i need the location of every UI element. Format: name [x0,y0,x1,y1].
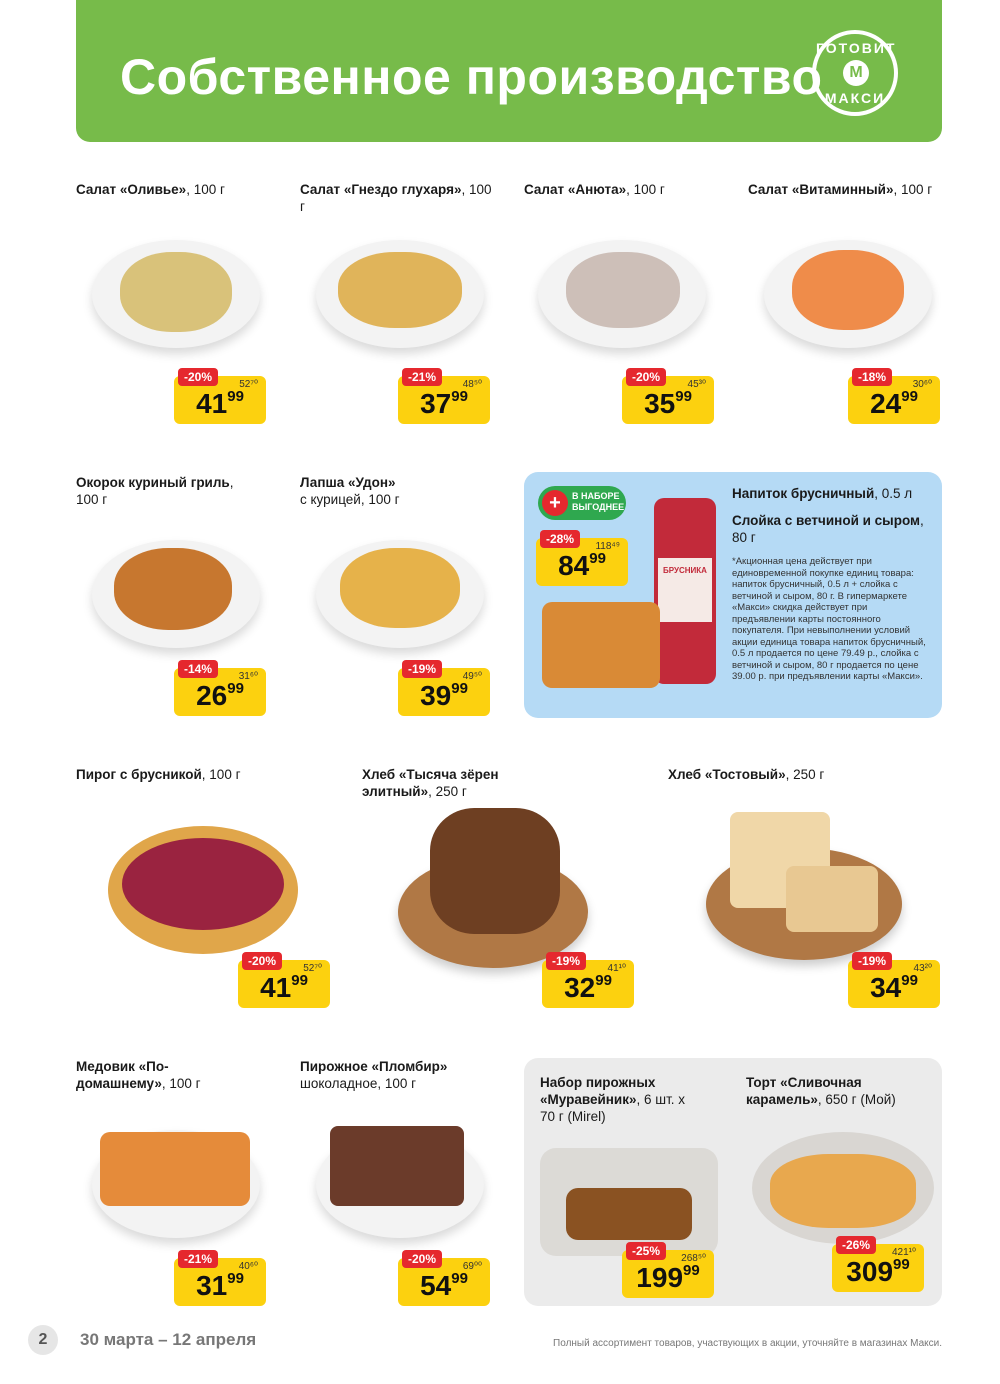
old-price: 69⁰⁰ [462,1261,482,1272]
anyuta-salad-image [566,252,680,328]
logo-m-icon: М [843,60,869,86]
old-price: 30⁶⁰ [912,379,932,390]
current-price: $54^{99}$ [420,1269,468,1301]
product-title: Лапша «Удон» с курицей, 100 г [300,475,400,507]
puff-pastry-image [542,602,660,688]
price-tag [536,532,628,586]
logo-bottom-text: МАКСИ [824,90,886,106]
discount-badge: -20% [178,368,218,386]
chicken-leg-image [114,548,232,630]
old-price: 421¹⁰ [891,1247,916,1258]
promo-item-title: Напиток брусничный, 0.5 л [732,486,913,501]
product-title: Пирожное «Пломбир» шоколадное, 100 г [300,1059,448,1091]
product-title: Хлеб «Тостовый», 250 г [668,767,825,782]
price-tag [542,954,634,1008]
footer-disclaimer: Полный ассортимент товаров, участвующих в акции, уточняйте в магазинах Макси. [553,1338,942,1349]
plus-icon: + [542,490,568,516]
price-tag [848,370,940,424]
product-title: Торт «Сливочная карамель», 650 г (Мой) [746,1075,896,1107]
current-price: $32^{99}$ [564,971,612,1003]
grain-bread-image [430,808,560,934]
product-title: Салат «Гнездо глухаря», 100 г [300,182,492,214]
page-title: Собственное производство [120,49,823,105]
current-price: $39^{99}$ [420,679,468,711]
gotovit-maksi-logo [812,30,898,116]
current-price: $41^{99}$ [260,971,308,1003]
plombir-pastry-image [330,1126,464,1206]
current-price: $37^{99}$ [420,387,468,419]
price-tag [848,954,940,1008]
discount-badge: -19% [852,952,892,970]
current-price: $309^{99}$ [846,1255,910,1287]
discount-badge: -25% [626,1242,666,1260]
nest-salad-image [338,252,462,328]
current-price: $41^{99}$ [196,387,244,419]
combo-promo-box [524,472,942,718]
product-title: Пирог с брусникой, 100 г [76,767,241,782]
discount-badge: -20% [626,368,666,386]
old-price: 43²⁰ [913,963,932,974]
product-title: Набор пирожных «Муравейник», 6 шт. х 70 г (Mirel) [540,1075,686,1124]
current-price: $35^{99}$ [644,387,692,419]
current-price: $199^{99}$ [636,1261,700,1293]
price-tag [174,1252,266,1306]
pastries [566,1188,692,1240]
old-price: 49⁵⁰ [462,671,482,682]
price-tag [174,370,266,424]
product-title: Салат «Оливье», 100 г [76,182,225,197]
product-title: Окорок куриный гриль, 100 г [76,475,234,507]
price-tag [622,370,714,424]
old-price: 52⁷⁰ [239,379,258,390]
promo-dates: 30 марта – 12 апреля [80,1330,257,1349]
combo-tag: + В НАБОРЕ ВЫГОДНЕЕ [538,486,626,520]
old-price: 40⁶⁰ [238,1261,258,1272]
header-banner [76,0,942,142]
current-price: $31^{99}$ [196,1269,244,1301]
olivier-salad-image [120,252,232,332]
price-tag [398,1252,490,1306]
old-price: 48⁵⁰ [462,379,482,390]
current-price: $84^{99}$ [558,549,606,581]
price-tag [238,954,330,1008]
discount-badge: -18% [852,368,892,386]
old-price: 268⁵⁰ [681,1253,706,1264]
product-title: Салат «Анюта», 100 г [524,182,665,197]
lingonberry-pie-image [108,826,298,954]
promo-item-title: Слойка с ветчиной и сыром, 80 г [732,513,924,545]
discount-badge: -19% [402,660,442,678]
discount-badge: -20% [402,1250,442,1268]
vitamin-salad-image [792,250,904,330]
old-price: 118⁴⁹ [595,541,620,552]
old-price: 45³⁰ [687,379,706,390]
price-tag [174,662,266,716]
discount-badge: -20% [242,952,282,970]
product-title: Салат «Витаминный», 100 г [748,182,933,197]
old-price: 31⁶⁰ [238,671,258,682]
udon-noodles-image [340,548,460,628]
toast-slices-image [786,866,878,932]
price-tag [398,662,490,716]
berry-drink-bottle-image [654,498,716,684]
discount-badge: -28% [540,530,580,548]
current-price: $24^{99}$ [870,387,918,419]
honey-cake-image [100,1132,250,1206]
old-price: 41¹⁰ [607,963,626,974]
price-tag [832,1238,924,1292]
discount-badge: -21% [178,1250,218,1268]
page-number: 2 [28,1325,58,1355]
price-tag [622,1244,714,1298]
product-title: Хлеб «Тысяча зёрен элитный», 250 г [362,767,499,799]
cake [770,1154,916,1228]
discount-badge: -19% [546,952,586,970]
current-price: $34^{99}$ [870,971,918,1003]
muraveinik-set-image [540,1148,718,1256]
caramel-cake-image [752,1132,934,1244]
discount-badge: -21% [402,368,442,386]
discount-badge: -14% [178,660,218,678]
logo-top-text: ГОТОВИТ [816,40,897,56]
pie-filling [122,838,284,930]
product-title: Медовик «По-домашнему», 100 г [76,1059,201,1091]
bottle-label: БРУСНИКА [658,558,712,622]
current-price: $26^{99}$ [196,679,244,711]
promo-conditions: *Акционная цена действует при единовременной покупке единиц товара: напиток брусничный, 0.5 л + слойка с ветчиной и сыром, 80 г. В гипермаркете «Макси» скидка действует при предъявлении карты постоянного покупателя. При невыполнении условий акции единица товара напиток брусничный, 0.5 л продается по цене 79.49 р., слойка с ветчиной и сыром, 80 г продается по цене 39.00 р. при предъявлении карты «Макси». [732,556,926,682]
old-price: 52⁷⁰ [303,963,322,974]
discount-badge: -26% [836,1236,876,1254]
price-tag [398,370,490,424]
